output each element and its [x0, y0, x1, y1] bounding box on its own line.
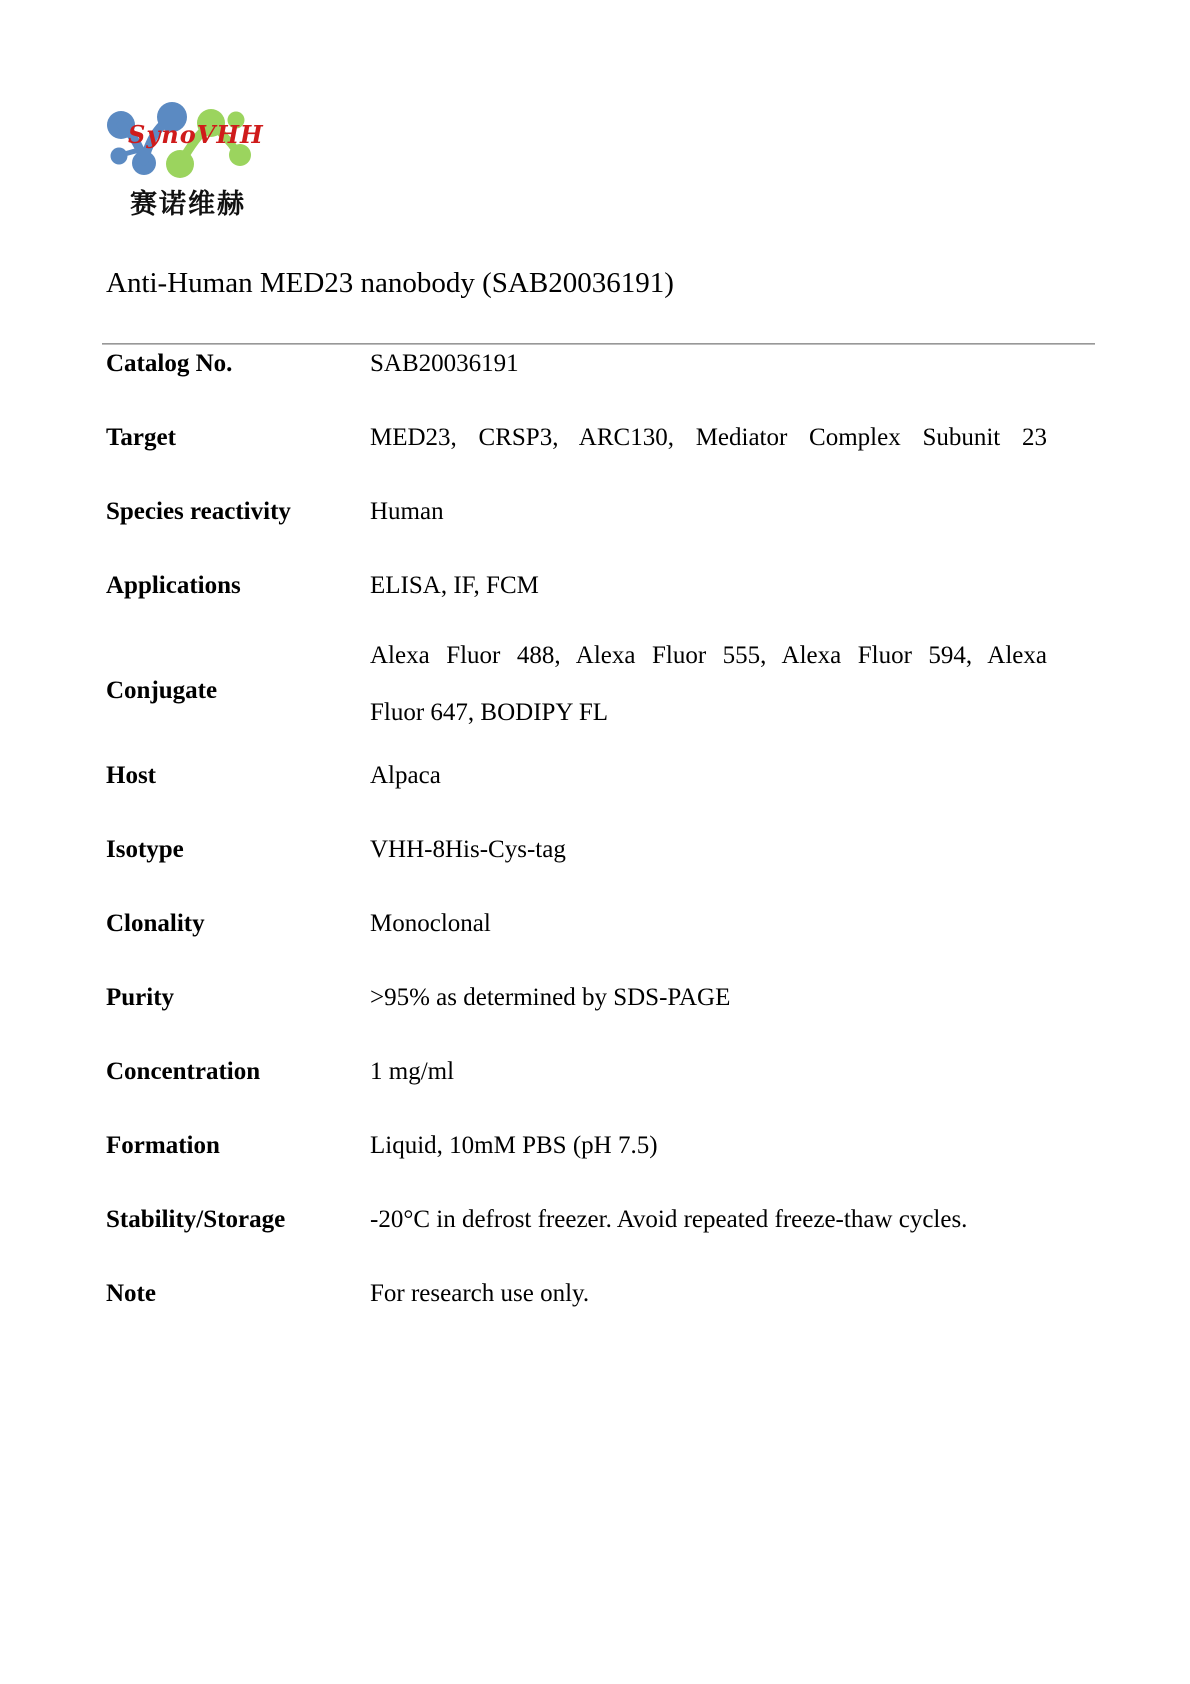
field-value: Monoclonal [370, 910, 491, 937]
company-logo [92, 92, 262, 187]
field-label: Note [106, 1280, 156, 1307]
table-row-concentration [0, 1045, 1190, 1119]
table-row-species-reactivity [0, 485, 1190, 559]
table-row-target [0, 411, 1190, 485]
field-label: Species reactivity [106, 498, 291, 525]
table-row-host [0, 749, 1190, 823]
brand-name: SynoVHH [128, 120, 264, 149]
field-value: Liquid, 10mM PBS (pH 7.5) [370, 1132, 658, 1159]
field-value: SAB20036191 [370, 350, 519, 377]
table-row-note [0, 1267, 1190, 1341]
field-value: For research use only. [370, 1280, 590, 1307]
field-value: ELISA, IF, FCM [370, 572, 539, 599]
field-label: Catalog No. [106, 350, 233, 377]
field-value: VHH-8His-Cys-tag [370, 836, 566, 863]
field-label: Purity [106, 984, 175, 1011]
field-label: Concentration [106, 1058, 261, 1085]
table-row-clonality [0, 897, 1190, 971]
field-value: >95% as determined by SDS-PAGE [370, 984, 731, 1011]
table-row-catalog [0, 337, 1190, 411]
table-row-conjugate [0, 633, 1190, 749]
field-label: Host [106, 762, 156, 789]
field-label: Conjugate [106, 677, 218, 704]
table-row-isotype [0, 823, 1190, 897]
brand-name-chinese: 赛诺维赫 [130, 189, 246, 220]
field-label: Stability/Storage [106, 1206, 286, 1233]
table-row-formation [0, 1119, 1190, 1193]
table-row-stability-storage [0, 1193, 1190, 1267]
field-value-line: Alexa Fluor 488, Alexa Fluor 555, Alexa Fluor 594, Alexa [370, 642, 1047, 669]
field-value: Human [370, 498, 444, 525]
field-value: Alpaca [370, 762, 441, 789]
field-value [370, 627, 1047, 749]
field-value-line: Fluor 647, BODIPY FL [370, 699, 608, 726]
field-value: -20°C in defrost freezer. Avoid repeated freeze-thaw cycles. [370, 1206, 968, 1233]
field-label: Clonality [106, 910, 205, 937]
table-row-purity [0, 971, 1190, 1045]
product-spec-table [0, 337, 1190, 1341]
field-label: Formation [106, 1132, 220, 1159]
field-value: MED23, CRSP3, ARC130, Mediator Complex Subunit 23 [370, 424, 1047, 451]
page-title: Anti-Human MED23 nanobody (SAB20036191) [106, 267, 674, 299]
field-label: Applications [106, 572, 241, 599]
table-row-applications [0, 559, 1190, 633]
field-label: Target [106, 424, 176, 451]
field-value: 1 mg/ml [370, 1058, 455, 1085]
field-label: Isotype [106, 836, 184, 863]
